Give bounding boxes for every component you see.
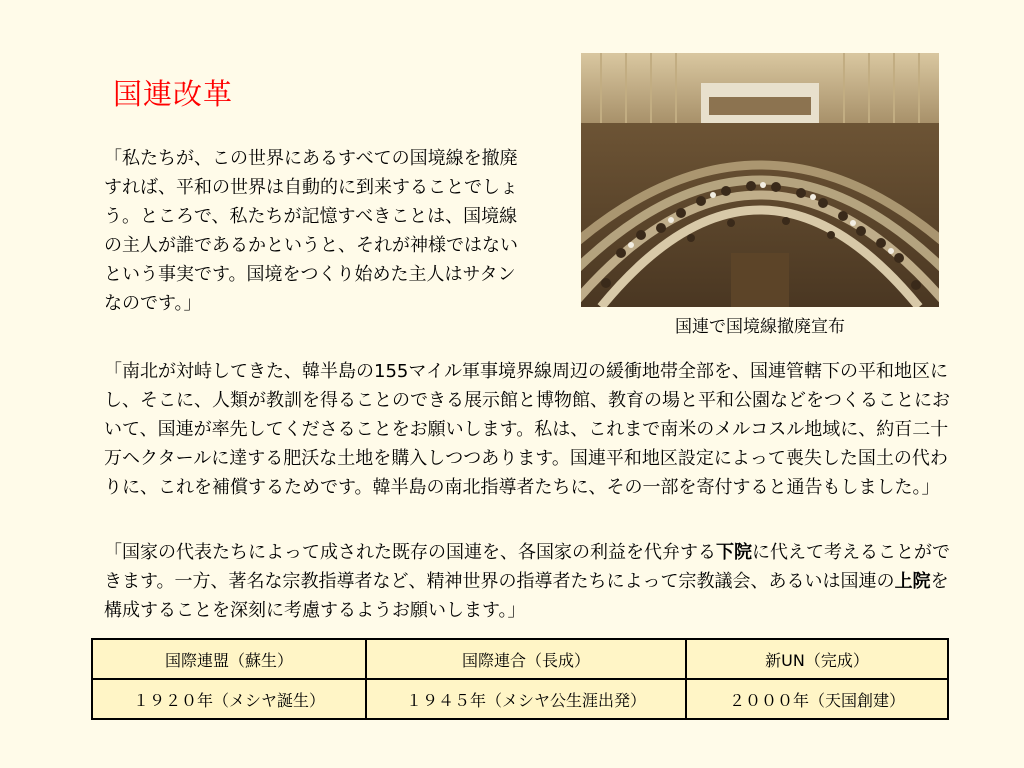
header-league-of-nations: 国際連盟（蘇生） [92,639,366,679]
quote3-bold-lower-house: 下院 [716,542,752,563]
year-1945: １９４５年（メシヤ公生涯出発） [366,679,686,719]
year-1920: １９２０年（メシヤ誕生） [92,679,366,719]
photo-caption: 国連で国境線撤廃宣布 [675,317,845,337]
quote3-text-1: 「国家の代表たちによって成された既存の国連を、各国家の利益を代弁する [104,542,716,563]
header-new-un: 新UN（完成） [686,639,948,679]
header-united-nations: 国際連合（長成） [366,639,686,679]
quote3-text-3: を構成することを深刻に考慮するようお願いします。」 [104,571,949,621]
slide-title: 国連改革 [113,77,234,111]
quote3-bold-upper-house: 上院 [894,571,931,592]
timeline-table [91,638,949,720]
quote-un-reform [104,538,954,625]
quote-border-abolition: 「私たちが、この世界にあるすべての国境線を撤廃すれば、平和の世界は自動的に到来することでしょう。ところで、私たちが記憶すべきことは、国境線の主人が誰であるかというと、それが神様ではないという事実です。国境をつくり始めた主人はサタンなのです。」 [104,148,518,314]
quote-peace-zone: 「南北が対峙してきた、韓半島の155マイル軍事境界線周辺の緩衝地帯全部を、国連管轄下の平和地区にし、そこに、人類が教訓を得ることのできる展示館と博物館、教育の場と平和公園などをつくることにおいて、国連が率先してくださることをお願いします。私は、これまで南米のメルコスル地域に、約百二十万ヘクタールに達する肥沃な土地を購入しつつあります。国連平和地区設定によって喪失した国土の代わりに、これを補償するためです。韓半島の南北指導者たちに、その一部を寄付すると通告もしました。」 [104,361,950,498]
quote3-text-2: に代えて考えることができます。一方、著名な宗教指導者など、精神世界の指導者たちによって宗教議会、あるいは国連の [104,542,950,592]
timeline-header-row [92,639,948,679]
year-2000: ２０００年（天国創建） [686,679,948,719]
un-assembly-photo [581,53,939,307]
timeline-year-row [92,679,948,719]
